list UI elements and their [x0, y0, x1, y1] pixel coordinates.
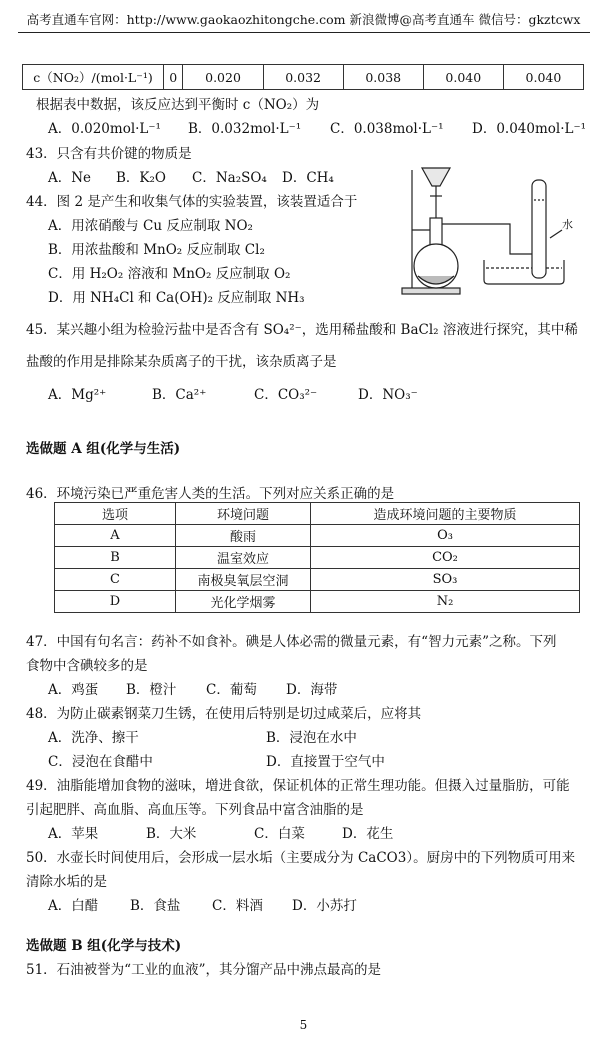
q49-option-a: A．苹果: [48, 826, 99, 842]
q45-option-b: B．Ca²⁺: [152, 387, 207, 403]
q42-option-d: D．0.040mol·L⁻¹: [472, 121, 587, 137]
q47-option-a: A．鸡蛋: [48, 682, 99, 698]
table-header: 环境问题: [176, 503, 311, 525]
environment-table: [54, 502, 580, 613]
table-cell: D: [55, 591, 176, 613]
question-44-stem: 44．图 2 是产生和收集气体的实验装置，该装置适合于: [26, 194, 358, 210]
question-49-line2: 引起肥胖、高血脂、高血压等。下列食品中富含油脂的是: [26, 802, 364, 818]
table-cell: O₃: [311, 525, 580, 547]
q42-option-b: B．0.032mol·L⁻¹: [188, 121, 302, 137]
question-50-line1: 50．水壶长时间使用后，会形成一层水垢（主要成分为 CaCO3）。厨房中的下列物质可用来: [26, 850, 576, 866]
question-50-line2: 清除水垢的是: [26, 874, 107, 890]
q45-option-a: A．Mg²⁺: [48, 387, 107, 403]
q44-option-a: A．用浓硝酸与 Cu 反应制取 NO₂: [48, 218, 253, 234]
question-51-stem: 51．石油被誉为“工业的血液”，其分馏产品中沸点最高的是: [26, 962, 381, 978]
q47-option-c: C．葡萄: [206, 682, 257, 698]
section-a-heading: 选做题 A 组(化学与生活): [26, 441, 181, 457]
table-cell: 0.038: [343, 65, 423, 90]
label-pointer: [550, 230, 562, 238]
q45-option-c: C．CO₃²⁻: [254, 387, 318, 403]
question-43-stem: 43．只含有共价键的物质是: [26, 146, 192, 162]
table-cell: 0.032: [263, 65, 343, 90]
table-row: [55, 525, 580, 547]
q49-option-b: B．大米: [146, 826, 197, 842]
separatory-funnel: [422, 168, 450, 186]
question-42-stem: 根据表中数据，该反应达到平衡时 c（NO₂）为: [36, 97, 320, 113]
table-cell: 0.020: [183, 65, 263, 90]
stand-base: [402, 288, 460, 294]
q49-option-c: C．白菜: [254, 826, 305, 842]
table-cell: 温室效应: [176, 547, 311, 569]
question-47-line1: 47．中国有句名言：药补不如食补。碘是人体必需的微量元素，有“智力元素”之称。下列: [26, 634, 557, 650]
q49-option-d: D．花生: [342, 826, 394, 842]
table-row: [55, 569, 580, 591]
q45-option-d: D．NO₃⁻: [358, 387, 418, 403]
q43-option-b: B．K₂O: [116, 170, 166, 186]
table-cell: 0: [164, 65, 183, 90]
gas-apparatus-figure: [400, 160, 590, 300]
header-divider: [18, 32, 590, 33]
table-cell: CO₂: [311, 547, 580, 569]
q50-option-b: B．食盐: [130, 898, 181, 914]
table-row: [55, 547, 580, 569]
table-row: [55, 591, 580, 613]
q50-option-c: C．料酒: [212, 898, 263, 914]
table-cell: C: [55, 569, 176, 591]
table-cell: SO₃: [311, 569, 580, 591]
q48-option-a: A．洗净、擦干: [48, 730, 139, 746]
question-46-stem: 46．环境污染已严重危害人类的生活。下列对应关系正确的是: [26, 486, 395, 502]
q43-option-d: D．CH₄: [282, 170, 334, 186]
q42-option-a: A．0.020mol·L⁻¹: [48, 121, 161, 137]
question-45-line1: 45．某兴趣小组为检验污盐中是否含有 SO₄²⁻，选用稀盐酸和 BaCl₂ 溶液进行探究，其中稀: [26, 322, 578, 338]
q47-option-d: D．海带: [286, 682, 338, 698]
q47-option-b: B．橙汁: [126, 682, 177, 698]
table-header-row: [55, 503, 580, 525]
table-cell: 光化学烟雾: [176, 591, 311, 613]
table-cell: 0.040: [423, 65, 503, 90]
table-cell: B: [55, 547, 176, 569]
q42-option-c: C．0.038mol·L⁻¹: [330, 121, 444, 137]
q43-option-a: A．Ne: [48, 170, 92, 186]
q44-option-d: D．用 NH₄Cl 和 Ca(OH)₂ 反应制取 NH₃: [48, 290, 305, 306]
page-number: 5: [299, 1018, 308, 1032]
water-trough: [484, 260, 564, 284]
collection-tube: [532, 180, 546, 278]
q44-option-c: C．用 H₂O₂ 溶液和 MnO₂ 反应制取 O₂: [48, 266, 291, 282]
question-48-stem: 48．为防止碳素钢菜刀生锈，在使用后特别是切过咸菜后，应将其: [26, 706, 422, 722]
q44-option-b: B．用浓盐酸和 MnO₂ 反应制取 Cl₂: [48, 242, 265, 258]
delivery-tube: [442, 224, 540, 254]
water-label: 水: [562, 219, 573, 231]
q48-option-c: C．浸泡在食醋中: [48, 754, 153, 770]
table-header: 选项: [55, 503, 176, 525]
table-cell: A: [55, 525, 176, 547]
concentration-table: [22, 64, 584, 90]
q43-option-c: C．Na₂SO₄: [192, 170, 267, 186]
flask-neck: [430, 218, 442, 246]
table-cell-label: c（NO₂）/(mol·L⁻¹): [23, 65, 164, 90]
section-b-heading: 选做题 B 组(化学与技术): [26, 938, 182, 954]
table-cell: 酸雨: [176, 525, 311, 547]
question-49-line1: 49．油脂能增加食物的滋味，增进食欲，保证机体的正常生理功能。但摄入过量脂肪，可能: [26, 778, 570, 794]
q50-option-d: D．小苏打: [292, 898, 357, 914]
q50-option-a: A．白醋: [48, 898, 99, 914]
page-header: 高考直通车官网：http://www.gaokaozhitongche.com 新浪微博@高考直通车 微信号：gkztcwx: [26, 12, 581, 27]
question-47-line2: 食物中含碘较多的是: [26, 658, 148, 674]
q48-option-d: D．直接置于空气中: [266, 754, 385, 770]
table-cell: N₂: [311, 591, 580, 613]
q48-option-b: B．浸泡在水中: [266, 730, 357, 746]
question-45-line2: 盐酸的作用是排除某杂质离子的干扰，该杂质离子是: [26, 354, 337, 370]
table-cell: 南极臭氧层空洞: [176, 569, 311, 591]
table-header: 造成环境问题的主要物质: [311, 503, 580, 525]
table-cell: 0.040: [503, 65, 583, 90]
table-row: [23, 65, 584, 90]
